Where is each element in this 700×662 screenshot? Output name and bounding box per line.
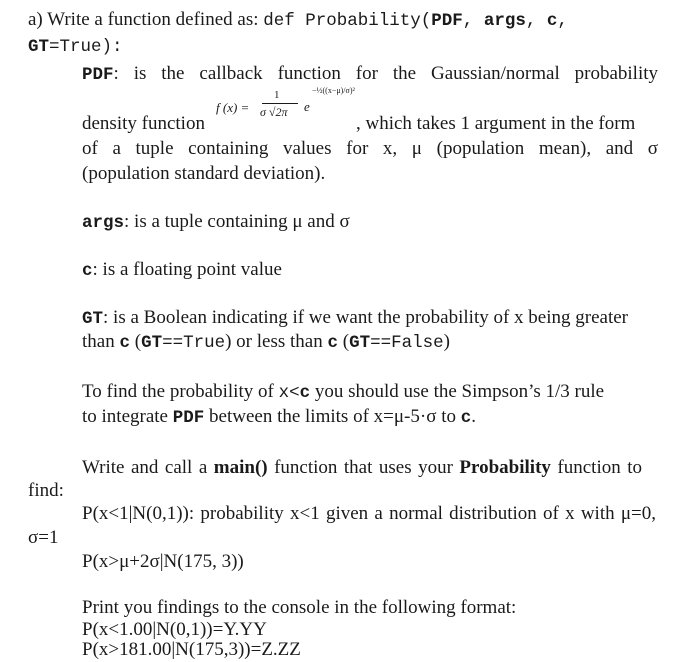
main-task-text: find:	[28, 480, 64, 501]
gaussian-formula	[216, 86, 356, 132]
c-desc	[82, 258, 282, 283]
pdf-desc-line-2b	[356, 112, 635, 136]
output-format-text: P(x<1.00|N(0,1))=Y.YY	[82, 619, 267, 640]
gt-desc-text: )	[443, 331, 450, 352]
term-probability: Probability	[459, 457, 551, 478]
task-item-text: σ=1	[28, 527, 59, 548]
task-item-text: P(x<1|N(0,1)): probability x<1 given a normal distribution of x with μ=0,	[82, 503, 656, 524]
term-pdf: PDF	[172, 408, 205, 428]
code-eq-false: ==False	[370, 333, 444, 353]
code-condition: x<	[278, 383, 300, 403]
output-intro	[82, 596, 516, 620]
gt-desc-text: than	[82, 331, 120, 352]
formula-e: e	[304, 99, 310, 114]
gt-desc-text: (	[129, 331, 142, 352]
term-c: c	[460, 408, 472, 428]
simpson-line-1	[82, 380, 604, 405]
main-task-text: function that uses your	[267, 457, 460, 478]
code-arg-pdf: PDF	[431, 11, 463, 31]
task-item-text: P(x>μ+2σ|N(175, 3))	[82, 551, 244, 572]
output-line-2	[82, 638, 301, 662]
gt-desc-text: (	[337, 331, 350, 352]
heading-prefix: a) Write a function defined as:	[28, 9, 264, 30]
heading-line-2	[28, 34, 123, 59]
pdf-desc-line-1	[82, 62, 658, 87]
simpson-line-2	[82, 405, 476, 430]
c-desc-text: : is a floating point value	[92, 259, 282, 280]
pdf-desc-line-4	[82, 162, 325, 186]
code-arg-args: args	[483, 11, 526, 31]
gt-desc-text: ) or less than	[225, 331, 328, 352]
formula-exponent: −½((x−μ)/σ)²	[312, 86, 355, 95]
heading-line-1	[28, 8, 568, 33]
pdf-desc-line-2a	[82, 112, 205, 136]
gt-desc-line-1	[82, 306, 628, 331]
gt-desc-line-2	[82, 330, 450, 355]
code-def: def Probability(	[263, 11, 432, 31]
output-format-text: P(x>181.00|N(175,3))=Z.ZZ	[82, 639, 301, 660]
task-item-1	[82, 502, 656, 526]
formula-fraction-bar	[262, 103, 298, 104]
code-eq-true: ==True	[162, 333, 226, 353]
code-arg-c: c	[546, 11, 558, 31]
simpson-text: you should use the Simpson’s 1/3 rule	[310, 381, 605, 402]
term-c: c	[119, 333, 130, 353]
code-comma: ,	[557, 11, 568, 31]
term-pdf: PDF	[82, 65, 114, 85]
term-c: c	[82, 261, 93, 281]
code-comma: ,	[462, 11, 484, 31]
pdf-desc-text: density function	[82, 113, 205, 134]
term-main: main()	[213, 457, 268, 478]
pdf-desc-text: of a tuple containing values for x, μ (population mean), and σ	[82, 138, 658, 159]
pdf-desc-text: , which takes 1 argument in the form	[356, 113, 636, 134]
formula-numerator: 1	[274, 89, 280, 101]
term-c: c	[299, 383, 311, 403]
formula-fx: f (x) =	[216, 100, 250, 115]
code-arg-gt: GT	[28, 37, 50, 57]
task-item-1-cont	[28, 526, 58, 550]
term-gt: GT	[349, 333, 371, 353]
main-task-find	[28, 479, 64, 503]
pdf-desc-text: (population standard deviation).	[82, 163, 326, 184]
main-task-text: function to	[550, 457, 643, 478]
simpson-text: .	[471, 406, 476, 427]
gt-desc-text: : is a Boolean indicating if we want the probability of x being greater	[103, 307, 629, 328]
simpson-text: to integrate	[82, 406, 173, 427]
main-task-line-1	[82, 456, 642, 480]
term-c: c	[327, 333, 338, 353]
formula-denominator: σ √2π	[260, 105, 288, 119]
main-task-text: Write and call a	[82, 457, 214, 478]
args-desc-text: : is a tuple containing μ and σ	[124, 211, 350, 232]
code-eq-true: =True):	[49, 37, 123, 57]
term-args: args	[82, 213, 125, 233]
simpson-text: To find the probability of	[82, 381, 279, 402]
pdf-desc-line-3	[82, 137, 658, 161]
code-comma: ,	[525, 11, 547, 31]
args-desc	[82, 210, 350, 235]
term-gt: GT	[82, 309, 104, 329]
term-gt: GT	[141, 333, 163, 353]
output-intro-text: Print you findings to the console in the following format:	[82, 597, 517, 618]
task-item-2	[82, 550, 244, 574]
simpson-text: between the limits of x=μ-5·σ to	[204, 406, 461, 427]
pdf-desc-text: : is the callback function for the Gaussian/normal probability	[113, 63, 658, 84]
